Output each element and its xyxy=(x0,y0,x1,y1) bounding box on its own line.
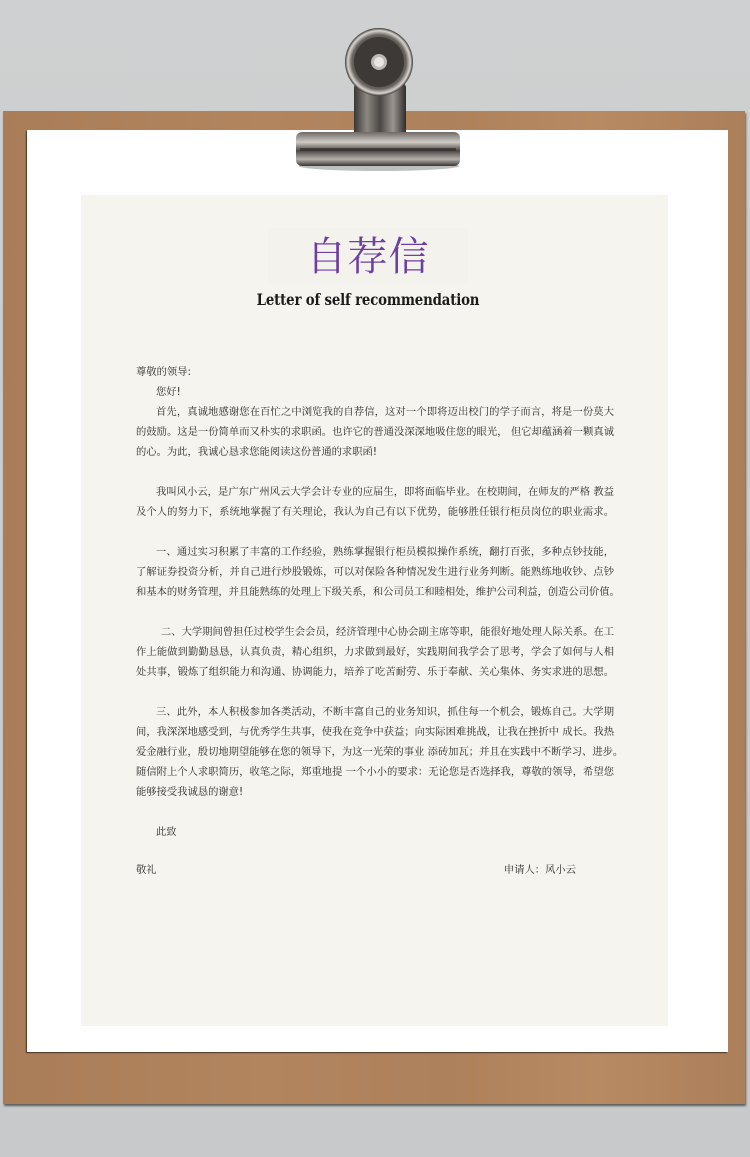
paragraph-line: 爱金融行业，殷切地期望能够在您的领导下，为这一光荣的事业 添砖加瓦；并且在实践中不断学习、进步。 xyxy=(136,746,624,758)
paragraph-line: 随信附上个人求职简历，收笔之际，郑重地提 一个小小的要求：无论您是否选择我，尊敬的领导，希望您 xyxy=(136,766,614,778)
paragraph-line: 一、通过实习积累了丰富的工作经验，熟练掌握银行柜员模拟操作系统，翻打百张，多种点钞技能， xyxy=(156,546,614,558)
paragraph-5 xyxy=(136,702,624,802)
regards: 敬礼 xyxy=(136,864,157,876)
paragraph-gap xyxy=(136,802,614,822)
paragraph-line: 作上能做到勤勤恳恳，认真负责，精心组织，力求做到最好，实践期间我学会了思考，学会了如何与人相 xyxy=(136,646,614,658)
paragraph-line: 了解证券投资分析，并自己进行炒股锻炼，可以对保险各种情况发生进行业务判断。能熟练地收钞、点钞 xyxy=(136,566,614,578)
paragraph-4 xyxy=(136,622,614,682)
greeting: 您好! xyxy=(156,386,181,398)
paragraph-gap xyxy=(136,602,614,622)
paragraph-3 xyxy=(136,542,620,602)
paragraph-line: 及个人的努力下，系统地掌握了有关理论，我认为自己有以下优势，能够胜任银行柜员岗位的职业需求。 xyxy=(136,506,614,518)
letter-body xyxy=(136,362,624,842)
paragraph-line: 二、大学期间曾担任过校学生会会员，经济管理中心协会副主席等职，能很好地处理人际关系。在工 xyxy=(161,626,615,638)
letter-title-english: Letter of self recommendation xyxy=(256,290,480,309)
paragraph-line: 能够接受我诚恳的谢意! xyxy=(136,786,244,798)
applicant-signature: 申请人：风小云 xyxy=(503,864,576,876)
salutation: 尊敬的领导: xyxy=(136,366,191,378)
paragraph-line: 间，我深深地感受到，与优秀学生共事，使我在竞争中获益；向实际困难挑战，让我在挫折中 成长。我热 xyxy=(136,726,614,738)
signature-row xyxy=(136,860,576,880)
closing: 此致 xyxy=(156,826,177,838)
paragraph-gap xyxy=(136,682,614,702)
paragraph-line: 的鼓励。这是一份简单而又朴实的求职函。也许它的普通没深深地吸住您的眼光， 但它却蕴涵着一颗真诚 xyxy=(136,426,614,438)
binder-clip-icon xyxy=(296,24,462,172)
paragraph-line: 首先，真诚地感谢您在百忙之中浏览我的自荐信，这对一个即将迈出校门的学子而言，将是一份莫大 xyxy=(156,406,614,418)
paragraph-line: 的心。为此，我诚心恳求您能阅读这份普通的求职函! xyxy=(136,446,377,458)
paragraph-line: 我叫风小云，是广东广州风云大学会计专业的应届生，即将面临毕业。在校期间，在师友的严格 教益 xyxy=(156,486,614,498)
paragraph-gap xyxy=(136,522,614,542)
paragraph-2 xyxy=(136,482,614,522)
paragraph-gap xyxy=(136,462,614,482)
paragraph-line: 和基本的财务管理，并且能熟练的处理上下级关系，和公司员工和睦相处，维护公司利益，创造公司价值。 xyxy=(136,586,620,598)
paragraph-line: 三、此外，本人积极参加各类活动，不断丰富自己的业务知识，抓住每一个机会，锻炼自己。大学期 xyxy=(156,706,614,718)
paragraph-1 xyxy=(136,402,614,462)
letter-title-chinese: 自荐信 xyxy=(268,228,468,286)
paragraph-line: 处共事，锻炼了组织能力和沟通、协调能力，培养了吃苦耐劳、乐于奉献、关心集体、务实求进的思想。 xyxy=(136,666,614,678)
